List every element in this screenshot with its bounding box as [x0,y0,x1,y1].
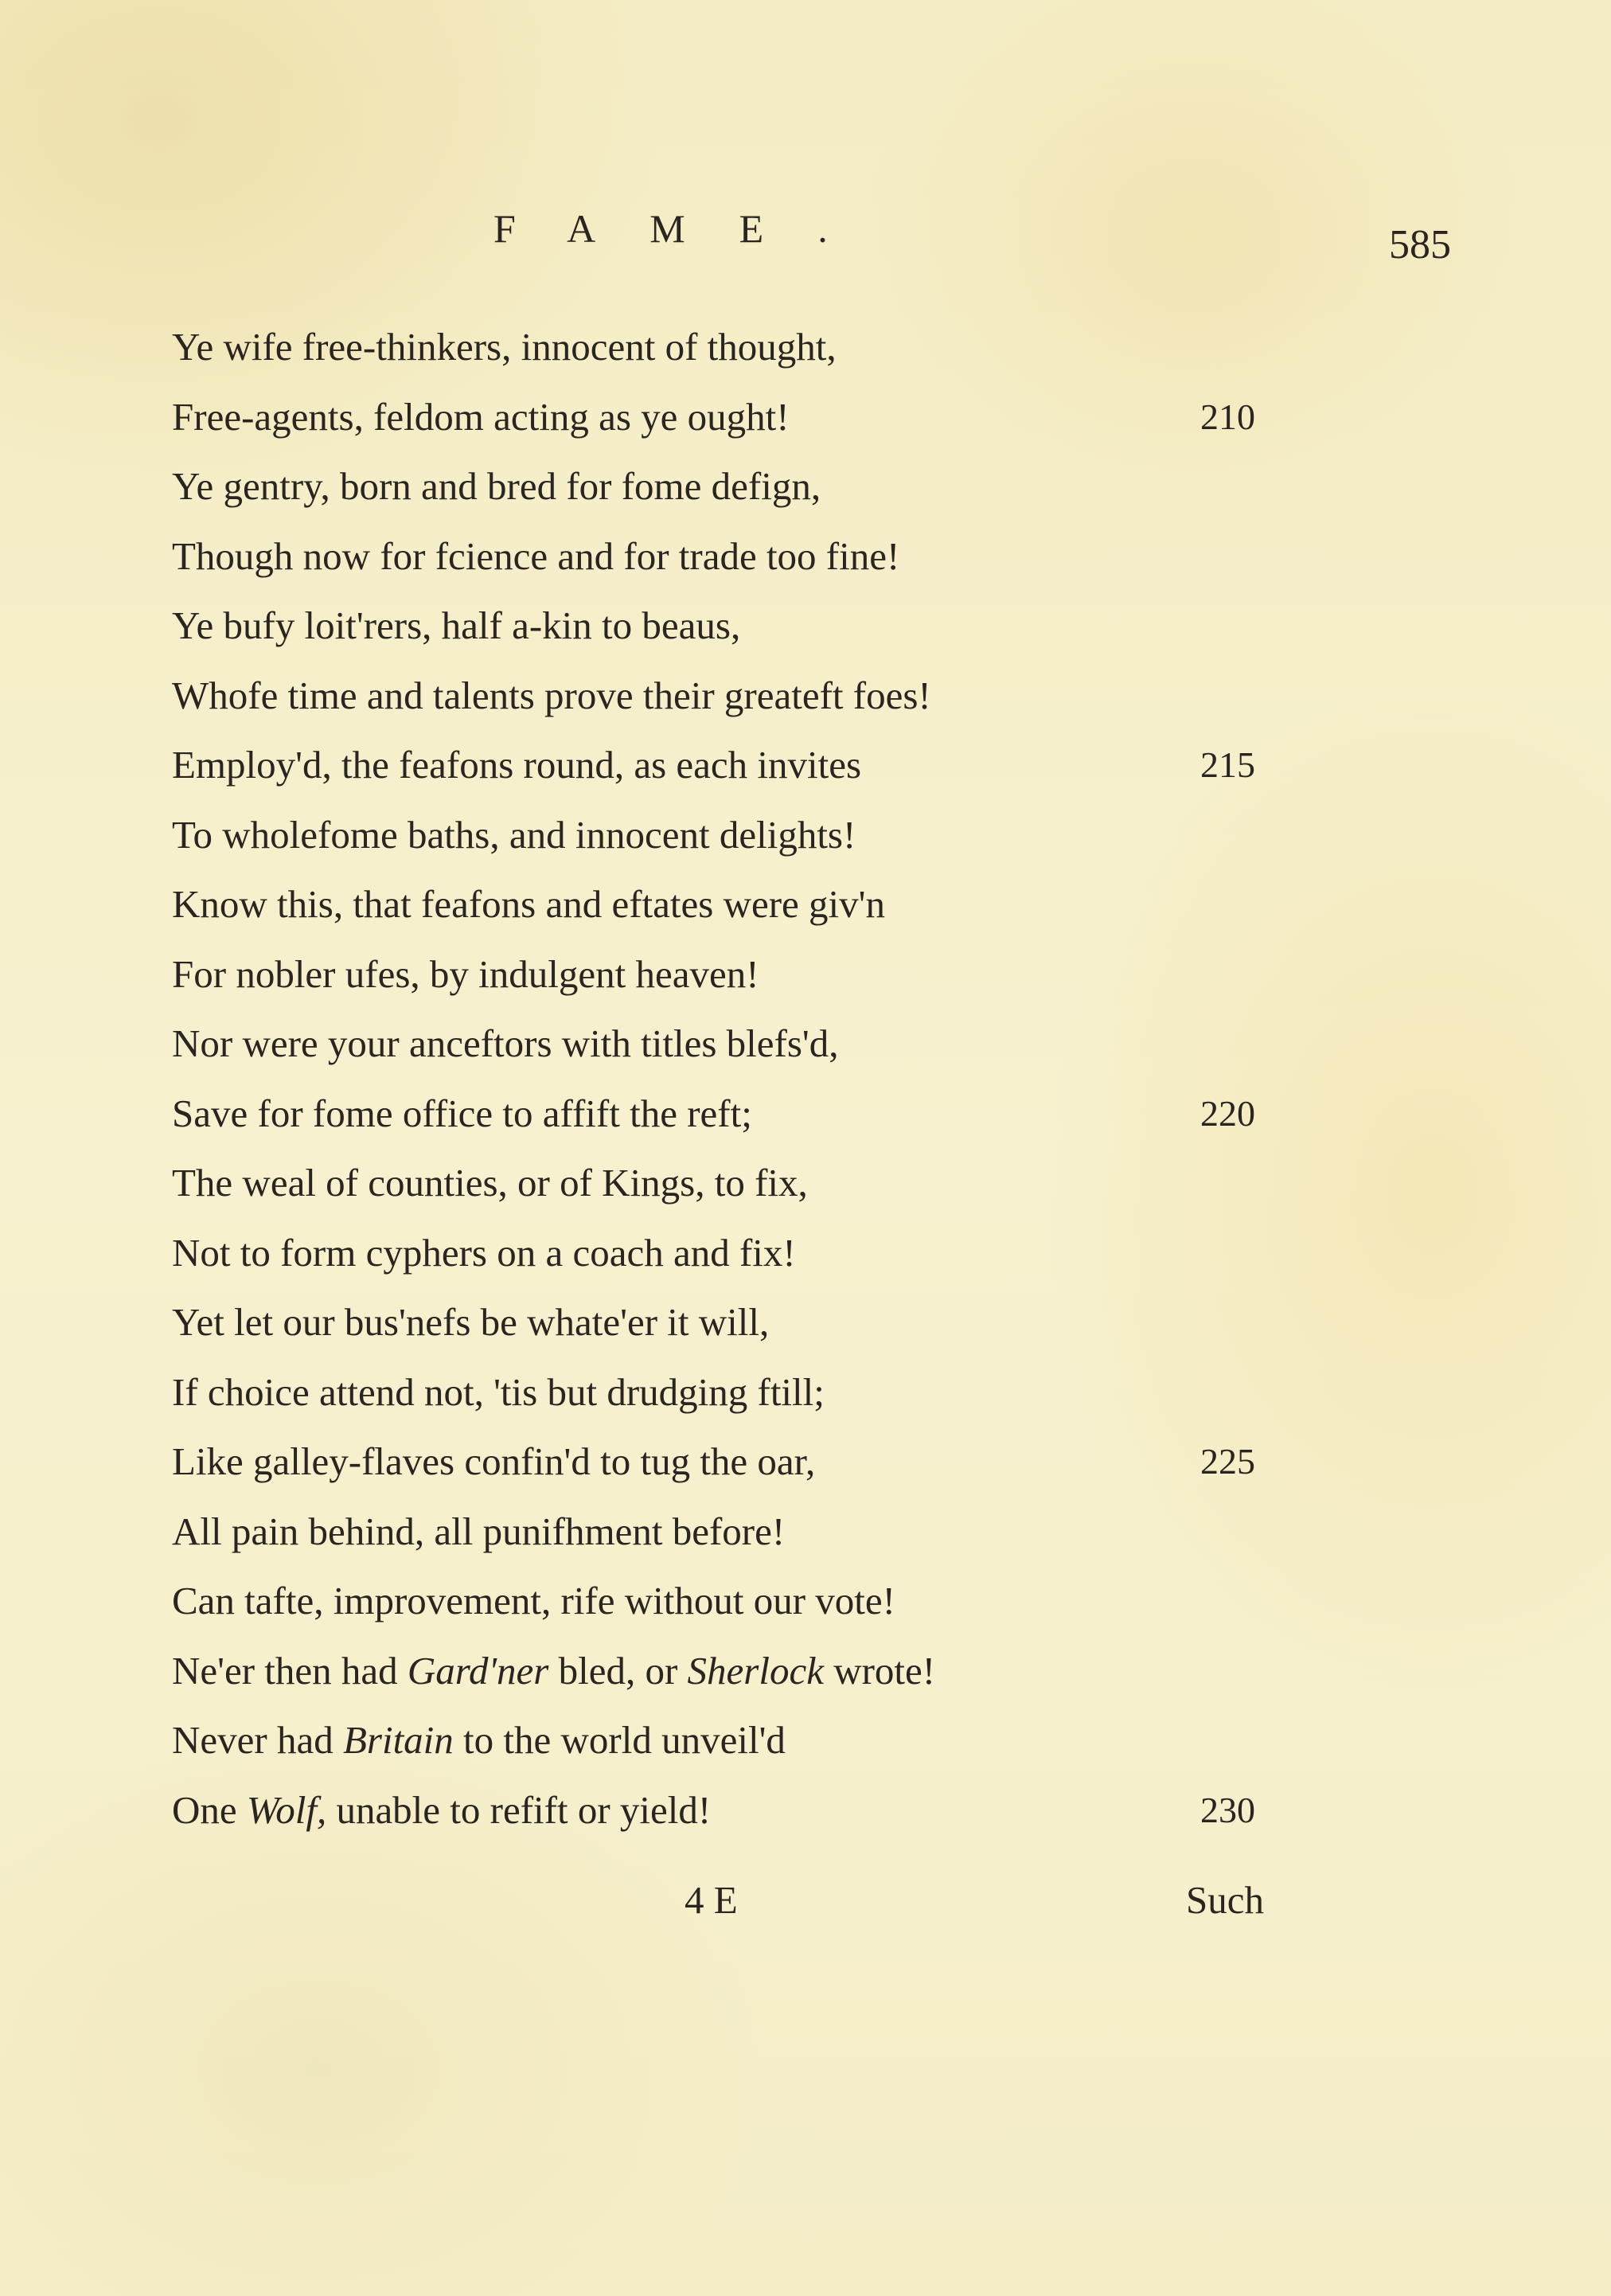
verse-text-part: One [172,1787,247,1832]
proper-name: Wolf, [246,1787,327,1832]
verse-line [172,1705,1302,1775]
verse-text [172,1705,786,1775]
line-number: 210 [1200,396,1255,437]
line-number: 220 [1200,1092,1255,1134]
line-number: 225 [1200,1441,1255,1482]
verse-text: To wholefome baths, and innocent delights! [172,812,856,857]
running-title: FAME. [493,206,882,251]
verse-text-part: Ne'er then had [172,1648,408,1693]
verse-text-part: Never had [172,1718,343,1762]
verse-line [172,1357,1302,1427]
poem-text [172,312,1302,1845]
verse-line [172,312,1302,382]
verse-text-part: wrote! [823,1648,936,1693]
verse-text: Save for fome office to affift the reft; [172,1091,752,1135]
verse-text: Whofe time and talents prove their greateft foes! [172,673,931,717]
verse-text: Ye wife free-thinkers, innocent of thought, [172,325,837,369]
verse-line [172,451,1302,521]
verse-text: All pain behind, all punifhment before! [172,1509,786,1553]
verse-line [172,1566,1302,1636]
verse-text: Can tafte, improvement, rife without our vote! [172,1579,895,1622]
line-number: 230 [1200,1789,1255,1830]
verse-line [172,1636,1302,1706]
verse-line [172,1287,1302,1357]
verse-text [172,1775,711,1845]
verse-line [172,382,1302,452]
verse-text: Free-agents, feldom acting as ye ought! [172,394,790,439]
proper-name: Sherlock [687,1648,824,1693]
verse-text: Ye gentry, born and bred for fome defign, [172,464,821,508]
verse-text: Yet let our bus'nefs be whate'er it will, [172,1300,770,1344]
verse-text-part: bled, or [548,1648,688,1693]
verse-text: For nobler ufes, by indulgent heaven! [172,951,759,996]
verse-line [172,869,1302,939]
verse-text: The weal of counties, or of Kings, to fix, [172,1161,808,1205]
catchword: Such [1186,1878,1264,1922]
verse-text: Ye bufy loit'rers, half a-kin to beaus, [172,603,741,647]
verse-line [172,800,1302,870]
verse-text: Know this, that feafons and eftates were giv'n [172,882,885,926]
verse-line [172,730,1302,800]
verse-text-part: to the world unveil'd [453,1718,786,1762]
proper-name: Gard'ner [407,1648,549,1693]
verse-line [172,591,1302,661]
verse-text: Like galley-flaves confin'd to tug the oar, [172,1439,816,1483]
verse-text: Though now for fcience and for trade too fine! [172,533,900,578]
verse-line [172,661,1302,731]
verse-line [172,1775,1302,1845]
verse-line [172,1009,1302,1079]
verse-line [172,1218,1302,1288]
line-number: 215 [1200,744,1255,785]
signature-mark: 4 E [685,1878,738,1922]
verse-line [172,1148,1302,1218]
verse-text: Not to form cyphers on a coach and fix! [172,1230,796,1275]
verse-line [172,1427,1302,1497]
verse-line [172,1079,1302,1149]
page-number: 585 [1389,222,1451,267]
verse-line [172,1497,1302,1567]
verse-text: Employ'd, the feafons round, as each invites [172,743,862,787]
verse-line [172,939,1302,1009]
verse-line [172,521,1302,592]
verse-text [172,1636,935,1706]
proper-name: Britain [342,1718,454,1762]
verse-text: If choice attend not, 'tis but drudging ftill; [172,1369,825,1414]
verse-text: Nor were your anceftors with titles blefs'd, [172,1021,839,1065]
verse-text-part: unable to refift or yield! [326,1787,712,1832]
